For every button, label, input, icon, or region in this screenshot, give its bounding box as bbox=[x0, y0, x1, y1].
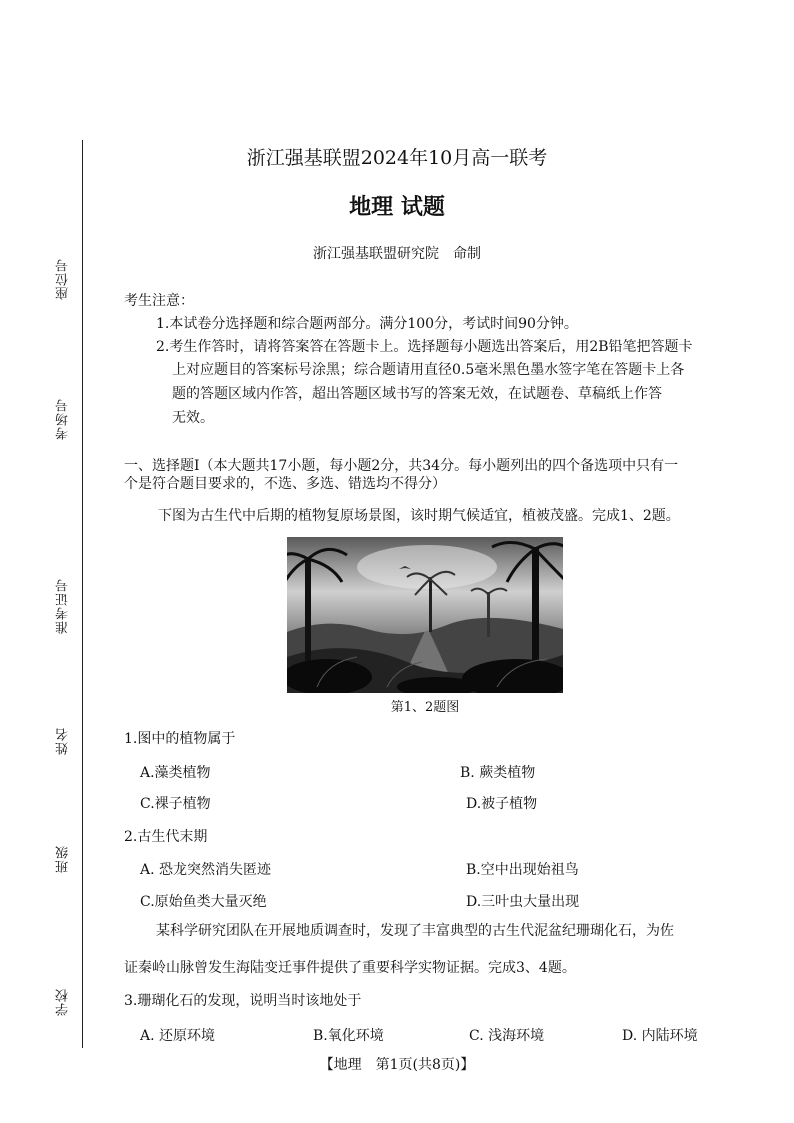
q2-option-d: D.三叶虫大量出现 bbox=[466, 894, 580, 910]
q2-stem: 2.古生代末期 bbox=[124, 829, 208, 845]
subject-title: 地理 试题 bbox=[349, 194, 445, 220]
q1-stem: 1.图中的植物属于 bbox=[124, 731, 236, 747]
q2-option-c: C.原始鱼类大量灭绝 bbox=[140, 894, 267, 910]
binding-line bbox=[82, 140, 83, 1048]
page-footer: 【地理 第1页(共8页)】 bbox=[319, 1057, 475, 1073]
figure-caption: 第1、2题图 bbox=[390, 700, 460, 715]
passage-2-line-1: 某科学研究团队在开展地质调查时，发现了丰富典型的古生代泥盆纪珊瑚化石，为佐 bbox=[156, 923, 674, 939]
notice-item-2-line-3: 题的答题区域内作答，超出答题区域书写的答案无效，在试题卷、草稿纸上作答 bbox=[172, 386, 662, 402]
class-label: 班级 bbox=[56, 845, 71, 873]
exam-room-label: 考场号 bbox=[56, 398, 71, 440]
notice-item-1: 1.本试卷分选择题和综合题两部分。满分100分，考试时间90分钟。 bbox=[156, 316, 578, 332]
notice-heading: 考生注意： bbox=[124, 293, 194, 309]
q3-option-a: A. 还原环境 bbox=[140, 1028, 216, 1044]
section-intro: 下图为古生代中后期的植物复原场景图，该时期气候适宜，植被茂盛。完成1、2题。 bbox=[158, 508, 680, 524]
q1-option-d: D.被子植物 bbox=[466, 796, 538, 812]
q2-option-a: A. 恐龙突然消失匿迹 bbox=[140, 862, 272, 878]
q2-option-b: B.空中出现始祖鸟 bbox=[466, 862, 579, 878]
notice-item-2-line-2: 上对应题目的答案标号涂黑；综合题请用直径0.5毫米黑色墨水签字笔在答题卡上各 bbox=[172, 362, 685, 378]
name-label: 姓名 bbox=[56, 727, 71, 755]
passage-2-line-2: 证秦岭山脉曾发生海陆变迁事件提供了重要科学实物证据。完成3、4题。 bbox=[124, 960, 576, 976]
q3-option-b: B.氧化环境 bbox=[313, 1028, 384, 1044]
paleozoic-plant-scene-image bbox=[287, 537, 563, 693]
notice-item-2-line-4: 无效。 bbox=[172, 410, 214, 426]
q1-option-a: A.藻类植物 bbox=[140, 765, 211, 781]
school-label: 学校 bbox=[56, 988, 71, 1016]
q3-stem: 3.珊瑚化石的发现，说明当时该地处于 bbox=[124, 993, 362, 1009]
ticket-number-label: 准考证号 bbox=[56, 578, 71, 634]
section-heading-line-1: 一、选择题Ⅰ（本大题共17小题，每小题2分，共34分。每小题列出的四个备选项中只有一 bbox=[124, 458, 679, 474]
q1-option-b: B. 蕨类植物 bbox=[460, 765, 536, 781]
notice-item-2-line-1: 2.考生作答时，请将答案答在答题卡上。选择题每小题选出答案后，用2B铅笔把答题卡 bbox=[156, 339, 693, 355]
author-line: 浙江强基联盟研究院 命制 bbox=[313, 246, 481, 262]
q3-option-d: D. 内陆环境 bbox=[622, 1028, 698, 1044]
exam-title: 浙江强基联盟2024年10月高一联考 bbox=[246, 147, 548, 169]
q1-option-c: C.裸子植物 bbox=[140, 796, 211, 812]
section-heading-line-2: 个是符合题目要求的，不选、多选、错选均不得分） bbox=[124, 476, 446, 492]
seat-number-label: 座位号 bbox=[56, 258, 71, 300]
q3-option-c: C. 浅海环境 bbox=[469, 1028, 545, 1044]
